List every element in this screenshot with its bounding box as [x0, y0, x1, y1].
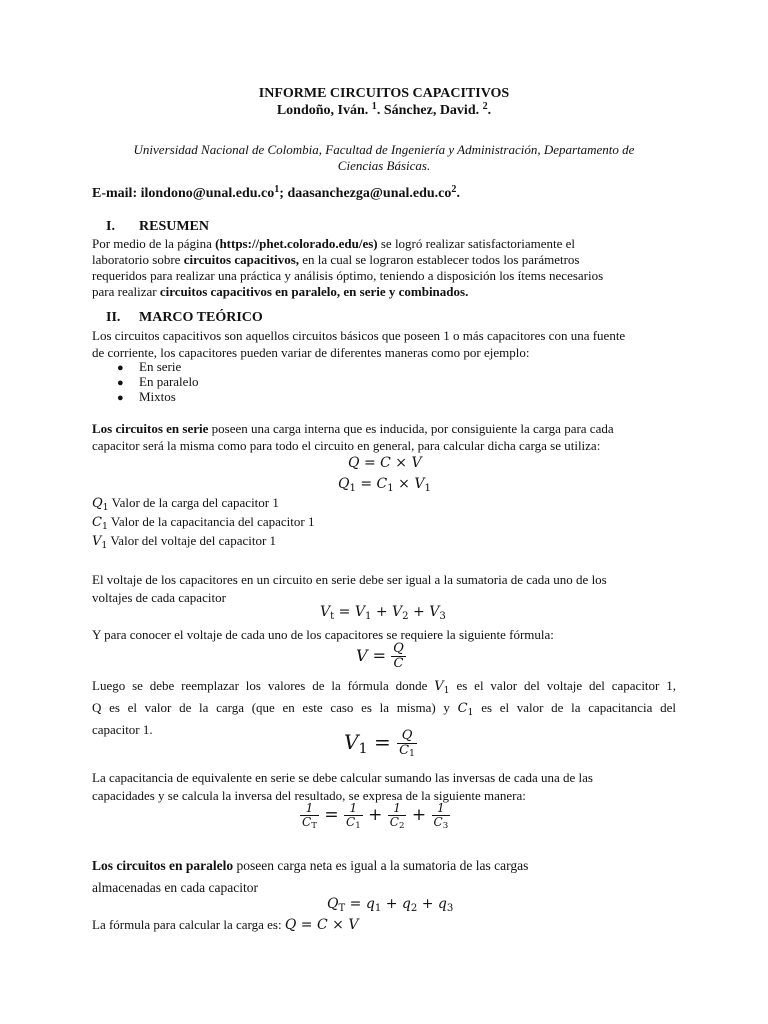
equation-series-capacitance: $\frac{1}{C_T}$ = $\frac{1}{C_1}$ + $\frac{1}{C_2}$ + $\frac{1}{C_3}$	[302, 801, 449, 831]
equation-q-cv: Q = C × V	[348, 455, 422, 471]
formula-carga-line: La fórmula para calcular la carga es: Q = C × V	[92, 917, 359, 933]
definition-c1: $C_1$ Valor de la capacitancia del capacitor 1	[92, 514, 315, 532]
luego-paragraph: Luego se debe reemplazar los valores de la fórmula donde $V_1$ es el valor del voltaje del capacitor 1, Q es el valor de la carga (que en este caso es la misma) y $C_1$ es el valor de la capacitancia del capacitor 1.	[92, 678, 677, 737]
paper-title: INFORME CIRCUITOS CAPACITIVOS	[258, 86, 510, 101]
bullet-dot-icon: ●	[117, 362, 124, 374]
section-numeral-i: I.	[106, 219, 115, 234]
section-heading-marco: MARCO TEÓRICO	[139, 310, 263, 325]
list-item: Mixtos	[139, 389, 176, 404]
yparam-text: Y para conocer el voltaje de cada uno de los capacitores se requiere la siguiente fórmula:	[92, 627, 554, 642]
email-line: E-mail: $ilondono@unal.edu.co^1$; $daasanchezga@unal.edu.co^2$.	[92, 184, 460, 201]
definition-v1: $V_1$ Valor del voltaje del capacitor 1	[92, 533, 277, 551]
bullet-dot-icon: ●	[117, 392, 124, 404]
equation-vt-sum: $V_t = V_1 + V_2 + V_3$	[320, 604, 446, 622]
author-line: Londoño, Iván. $^1$. Sánchez, David. $^2$.	[276, 101, 492, 118]
equation-q1-c1v1: $Q_1 = C_1 \times V_1$	[338, 476, 431, 494]
definition-q1: $Q_1$ Valor de la carga del capacitor 1	[92, 495, 279, 513]
equation-v-q-over-c: V = $\frac{Q}{C}$	[356, 641, 404, 671]
equation-v1-q-over-c1: $V_1$ = $\frac{Q}{C_1}$	[344, 728, 415, 760]
list-item: En serie	[139, 359, 182, 374]
affiliation: Universidad Nacional de Colombia, Facultad de Ingeniería y Administración, Departamento de Ciencias Básicas.	[133, 142, 635, 173]
list-item: En paralelo	[139, 374, 199, 389]
section-numeral-ii: II.	[106, 310, 121, 325]
equation-qt-sum: $Q_T = q_1 + q_2 + q_3$	[327, 896, 454, 914]
section-heading-resumen: RESUMEN	[139, 219, 210, 234]
bullet-dot-icon: ●	[117, 377, 124, 389]
